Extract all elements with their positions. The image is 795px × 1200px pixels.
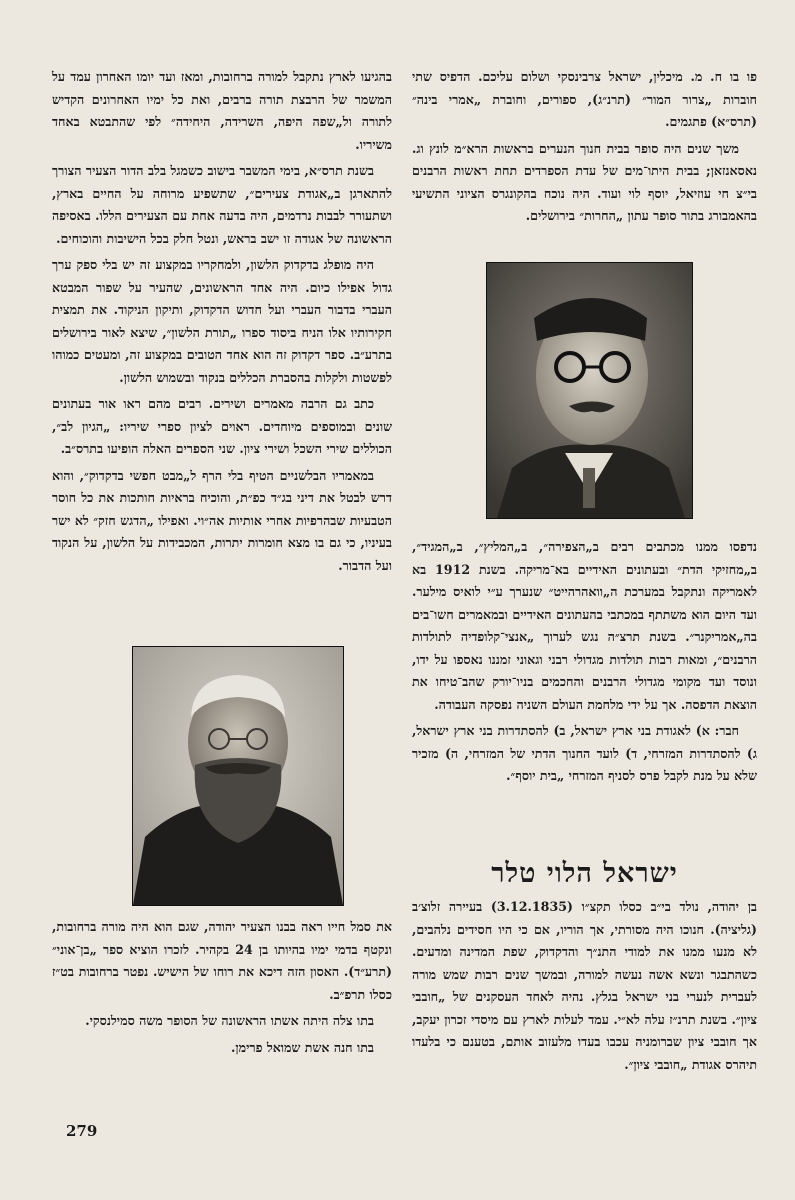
paragraph: פו בו ח. מ. מיכלין, ישראל צרבינסקי ושלום עליכם. הדפיס שתי חוברות „צרור המור״ (תרנ״ג), ספורים, וחוברת „אמרי בינה״ (תרס״א) פתגמים.: [412, 69, 757, 129]
paragraph: משך שנים היה סופר בבית חנוך הנערים בראשות הרא״מ לונץ וג. נאסאנזאן; בבית היתו־מים של עדת הספרדים תחת ראשות הרבנים בי״צ חי עוזיאל, יוסף לוי ועוד. היה נוכח בהקונגרס הציוני התשיעי בהאמבורג בתור סופר עתון „החרות״ בירושלים.: [412, 140, 757, 223]
paragraph: כתב גם הרבה מאמרים ושירים. רבים מהם ראו אור בעתונים שונים ובמוספים מיוחדים. ראוים לציון ספרי שיריו: „הגיון לב״, הכוללים שירי השכל ושירי ציון. שני הספרים האלה הופיעו בתרס״ב.: [52, 396, 392, 456]
portrait-image: [133, 647, 343, 905]
page-number: 279: [66, 1122, 98, 1140]
paragraph: בתו צלה היתה אשתו הראשונה של הסופר משה סמילנסקי.: [85, 1013, 374, 1028]
left-column-bottom-text: [52, 916, 392, 1063]
section-heading: ישראל הלוי טלר: [491, 858, 678, 889]
portrait-photo-right: [486, 262, 693, 519]
paragraph: בן יהודה, נולד בי״ב כסלו תקצ״ו (3.12.1835) בעיירה זלוצ׳ב (גליציה). חנוכו היה מסורתי, אך הוריו, אם כי היו חסידים נלהבים, לא מנעו ממנו את למודי התנ״ך והדקדוק, שפת המדינה ומדעים. כשהתבגר ונשא אשה נעשה למורה, ובמשך שנים רבות שמש מורה לעברית לנערי בני ישראל בגלץ. נהיה לאחד העסקנים של „חובבי ציון״. בשנת תרנ״ז עלה לא״י. עמד לעלות לארץ עם מיסדי זכרון יעקב, אך חובבי ציון שברומניה עכבו בעדו מלעזוב אותם, בטענם כי בלעדו תיהרס אגודת „חובבי ציון״.: [412, 899, 757, 1072]
paragraph: את סמל חייו ראה בבנו הצעיר יהודה, שגם הוא היה מורה ברחובות, ונקטף בדמי ימיו בהיותו בן 24 בקהיר. לזכרו הוציא ספר „בן־אוני״ (תרע״ד). האסון הזה דיכא את רוחו של הישיש. נפטר ברחובות בט״ז כסלו תרפ״ב.: [52, 919, 392, 1002]
left-column-top-text: [52, 66, 392, 581]
right-column-bottom-text: [412, 896, 757, 1080]
paragraph: חבר: א) לאגודת בני ארץ ישראל, ב) להסתדרות בני ארץ ישראל, ג) להסתדרות המזרחי, ד) לועד החנוך הדתי של המזרחי, ה) מזכיר שלא על מנת לקבל פרס לסניף המזרחי „בית יוסף״.: [412, 723, 757, 783]
right-column-top-text: [412, 66, 757, 232]
paragraph: היה מופלג בדקדוק הלשון, ולמחקריו במקצוע זה יש בלי ספק ערך גדול אפילו כיום. היה אחד הראשונים, שהעיר על שפור המבטא העברי בדבור העברי ועל חדוש הדקדוק, ותיקון הניקוד. את תמצית חקירותיו אלו הניח ביסוד ספרו „תורת הלשון״, שיצא לאור בירושלים בתרע״ב. ספר דקדוק זה הוא אחד הטובים במקצוע זה, ומעטים כמוהו לפשטות ולקלות בהסברת הכללים בנקוד ובשמוש הלשון.: [52, 257, 392, 385]
paragraph: בתו חנה אשת שמואל פרימן.: [231, 1039, 374, 1055]
right-column-middle-text: [412, 536, 757, 792]
paragraph: בשנת תרס״א, בימי המשבר בישוב כשמגל בלב הדור הצעיר הצורך להתארגן ב„אגודת צעירים״, שתשפיע מרוחה על החיים בארץ, ושתעורר לבבות נרדמים, היה בדעה אחת עם הצעירים הללו. באסיפה הראשונה של אגודה זו ישב בראש, ונטל חלק בכל הישיבות והוכוחים.: [52, 163, 392, 246]
portrait-photo-left: [132, 646, 344, 906]
paragraph: נדפסו ממנו מכתבים רבים ב„הצפירה״, ב„המליץ״, ב„המגיד״, ב„מחזיקי הדת״ ובעתונים האידיים בא־מריקה. בשנת 1912 בא לאמריקה ונתקבל במערכת ה„וואהרהייט״ שנערך ע״י לואיס מילער. ועד היום הוא משתתף במכתבי בהעתונים האידיים ובמאמרים חשו־בים בה„אמריקנר״. בשנת תרצ״ה נגש לערוך „אנצי־קלופדיה לתולדות הרבנים״, ומאות רבות תולדות מגדולי רבני וגאוני זמננו נאספו על ידו, ונוסד ועד מקומי מגדולי הרבנים והחכמים בניו־יורק שהב־טיחו את הוצאת הדפסה. אך על ידי מלחמת העולם השניה נפסקה העבודה.: [412, 539, 758, 712]
portrait-image: [487, 263, 692, 518]
paragraph: בהגיעו לארץ נתקבל למורה ברחובות, ומאז ועד יומו האחרון עמד על המשמר של הרבצת תורה ברבים, ואת כל ימיו האחרונים הקדיש לתורה ול„שפה היפה, השרידה, היחידה״ לפי שהתבטא באחד משיריו.: [52, 69, 392, 152]
paragraph: במאמריו הבלשניים הטיף בלי הרף ל„מבט חפשי בדקדוק״, והוא דרש לבטל את דיני בג״ד כפ״ת, והוכיח בראיות חותכות את כל חוסר הטבעיות שבהרפיות אחרי אותיות אה״וי. ואפילו „הדגש חזק״ לא ישר בעיניו, כי גם בו מצא חומרות יתרות, המכבידות על הלשון, על הנקוד ועל הדבור.: [52, 467, 392, 573]
